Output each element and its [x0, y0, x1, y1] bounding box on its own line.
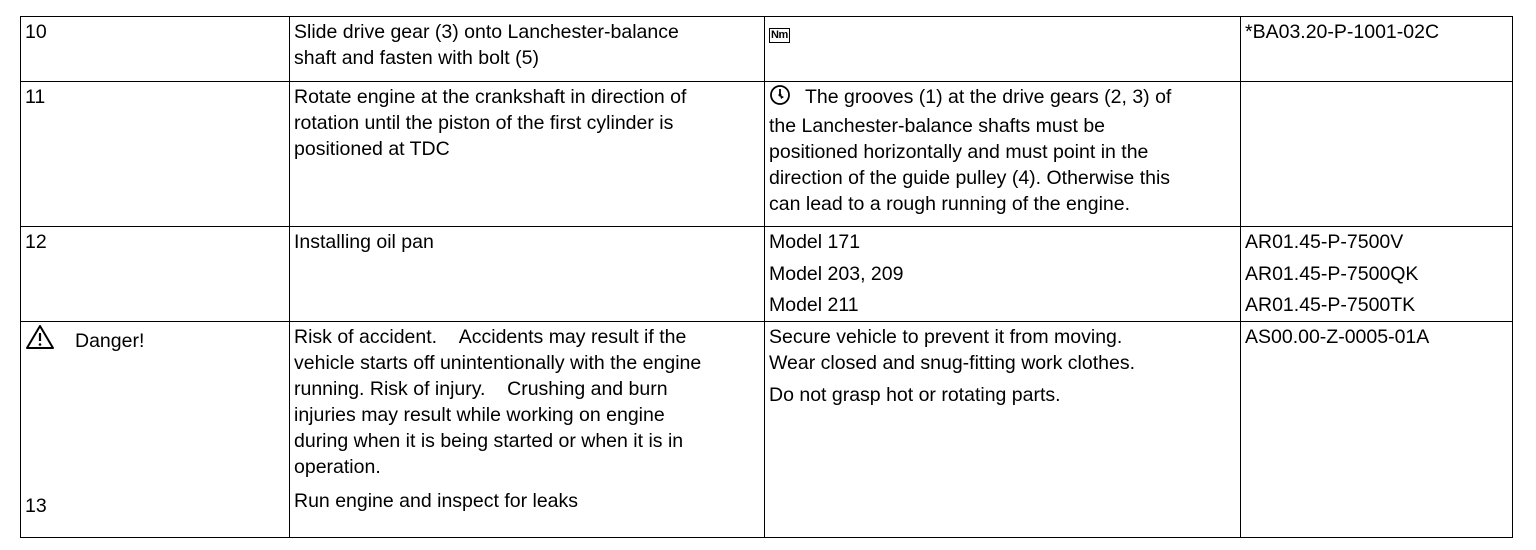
table-row [21, 17, 1513, 82]
note-line: The grooves (1) at the drive gears (2, 3) of [805, 86, 1172, 108]
reference-link[interactable]: AR01.45-P-7500TK [1245, 294, 1416, 316]
table-row [21, 82, 1513, 227]
instruction-line: Rotate engine at the crankshaft in direction of [294, 86, 687, 108]
risk-line: operation. [294, 456, 381, 478]
warning-icon [25, 324, 55, 357]
note-first-line [769, 84, 1236, 113]
risk-line: injuries may result while working on engine [294, 404, 665, 426]
model-cell [765, 227, 1241, 322]
note-line: positioned horizontally and must point in the [769, 141, 1149, 163]
instruction-line: shaft and fasten with bolt (5) [294, 47, 539, 69]
reference-cell-empty [1241, 82, 1513, 227]
reference-link[interactable]: AR01.45-P-7500QK [1245, 263, 1419, 285]
risk-line: during when it is being started or when it is in [294, 430, 684, 452]
model-line: Model 211 [769, 294, 859, 316]
model-line: Model 171 [769, 231, 861, 253]
risk-line: vehicle starts off unintentionally with the engine [294, 352, 702, 374]
note-cell [765, 82, 1241, 227]
measure-line: Do not grasp hot or rotating parts. [769, 384, 1061, 406]
instruction-line: Run engine and inspect for leaks [294, 490, 579, 512]
note-line: the Lanchester-balance shafts must be [769, 115, 1106, 137]
model-line: Model 203, 209 [769, 263, 904, 285]
measures-cell [765, 322, 1241, 538]
step-number: 10 [21, 17, 290, 82]
clock-icon [769, 84, 791, 113]
instruction-line: rotation until the piston of the first cylinder is [294, 112, 674, 134]
note-cell [765, 17, 1241, 82]
reference-link[interactable]: AR01.45-P-7500V [1245, 231, 1404, 253]
measure-line: Wear closed and snug-fitting work clothes. [769, 352, 1135, 374]
measure-line: Secure vehicle to prevent it from moving. [769, 326, 1123, 348]
note-line: direction of the guide pulley (4). Otherwise this [769, 167, 1171, 189]
table-row [21, 227, 1513, 322]
instruction-line: Slide drive gear (3) onto Lanchester-balance [294, 21, 679, 43]
danger-label: Danger! [75, 329, 145, 352]
risk-line: running. Risk of injury. Crushing and burn [294, 378, 668, 400]
instruction-cell [290, 82, 765, 227]
instruction-cell: Installing oil pan [290, 227, 765, 322]
instruction-cell [290, 17, 765, 82]
risk-line: Risk of accident. Accidents may result if the [294, 326, 687, 348]
note-line: can lead to a rough running of the engine. [769, 193, 1131, 215]
danger-cell [21, 322, 290, 538]
step-number: 11 [21, 82, 290, 227]
procedure-table [20, 16, 1513, 538]
step-number: 12 [21, 227, 290, 322]
reference-link[interactable]: *BA03.20-P-1001-02C [1241, 17, 1513, 82]
danger-header [25, 324, 285, 357]
risk-cell [290, 322, 765, 538]
table-row [21, 322, 1513, 538]
instruction-line: positioned at TDC [294, 138, 450, 160]
step-number: 13 [25, 495, 47, 517]
reference-cell [1241, 227, 1513, 322]
reference-link[interactable]: AS00.00-Z-0005-01A [1241, 322, 1513, 538]
torque-icon: Nm [771, 29, 788, 41]
